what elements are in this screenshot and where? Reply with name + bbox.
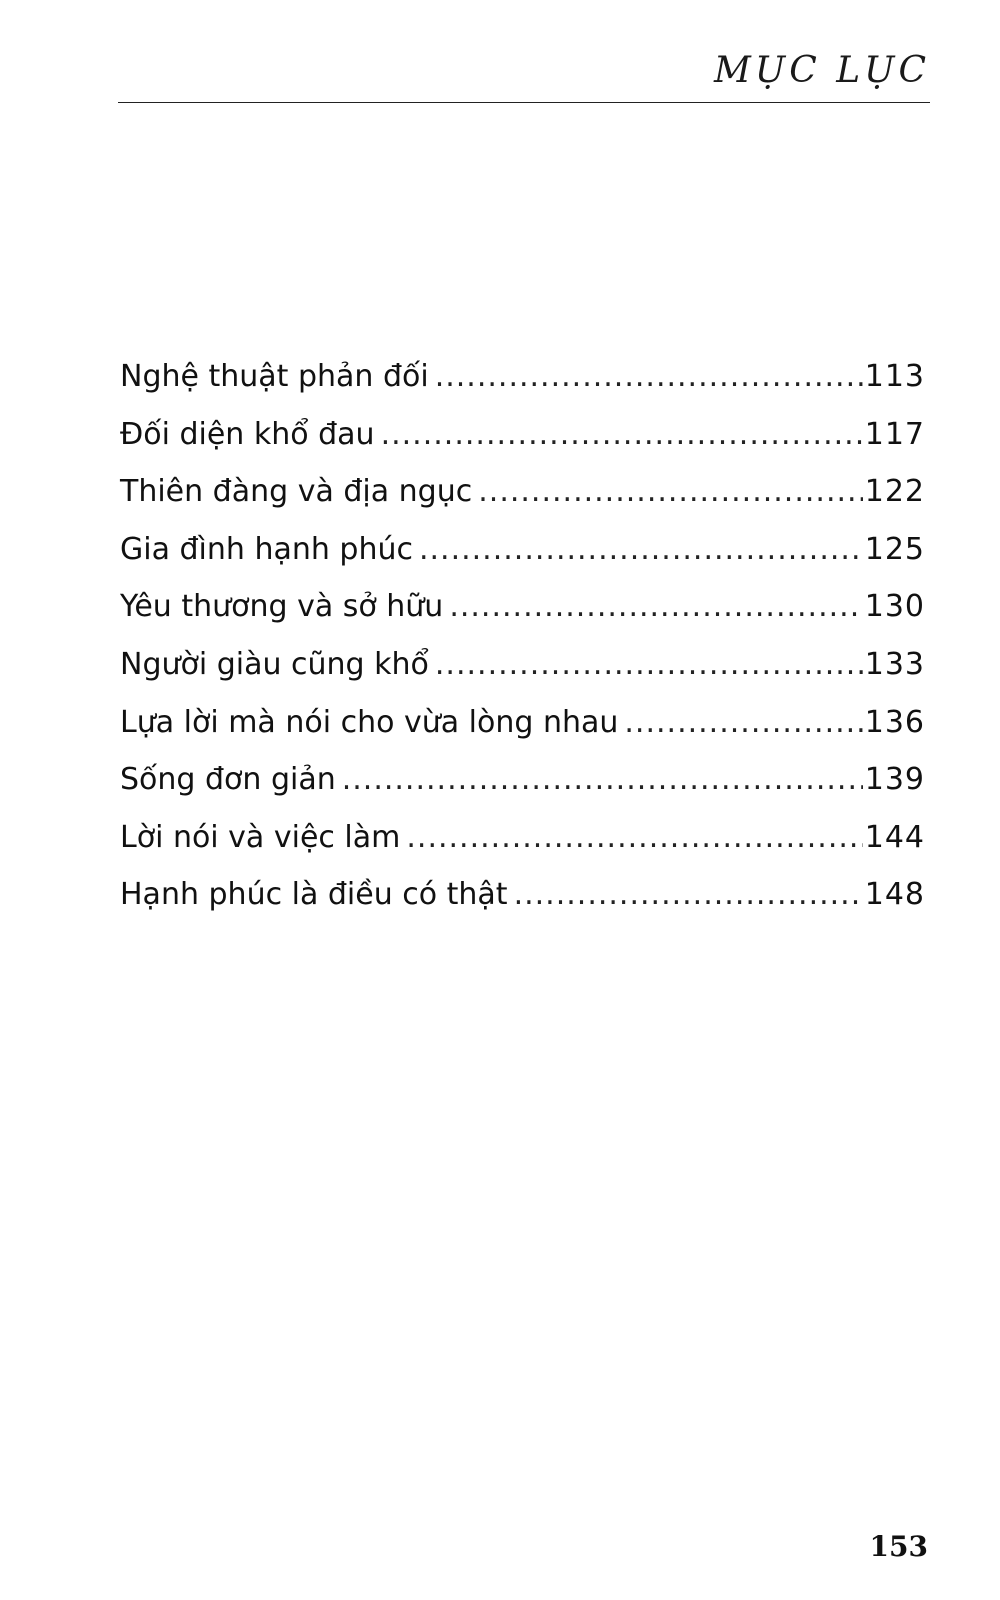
toc-dot-leader: [381, 415, 863, 455]
toc-entry[interactable]: [120, 703, 925, 761]
toc-entry-title: Yêu thương và sở hữu: [120, 589, 444, 625]
toc-entry-page: 113: [864, 359, 925, 394]
toc-entry-page: 139: [864, 762, 925, 798]
header-divider: [118, 102, 930, 103]
toc-entry-page: 122: [864, 474, 925, 510]
toc-entry-title: Lựa lời mà nói cho vừa lòng nhau: [120, 704, 619, 740]
toc-entry-title: Hạnh phúc là điều có thật: [120, 877, 508, 913]
toc-dot-leader: [449, 587, 862, 627]
toc-entry-page: 144: [864, 819, 925, 855]
toc-entry[interactable]: [120, 875, 925, 933]
toc-entry-title: Người giàu cũng khổ: [120, 646, 429, 682]
toc-dot-leader: [406, 818, 862, 858]
toc-entry[interactable]: [120, 645, 925, 703]
page-number: 153: [869, 1530, 928, 1563]
toc-entry-title: Thiên đàng và địa ngục: [120, 474, 473, 510]
toc-entry-page: 148: [864, 877, 925, 913]
toc-entry-title: Lời nói và việc làm: [120, 819, 401, 855]
toc-entry[interactable]: [120, 530, 925, 588]
toc-entry-title: Sống đơn giản: [120, 762, 336, 798]
page-header-title: MỤC LỤC: [714, 50, 930, 91]
toc-dot-leader: [342, 760, 863, 800]
toc-entry[interactable]: [120, 357, 925, 415]
toc-entry-page: 117: [864, 416, 925, 452]
toc-dot-leader: [624, 703, 862, 743]
toc-entry[interactable]: [120, 818, 925, 876]
toc-entry-page: 133: [864, 646, 925, 682]
table-of-contents: [120, 357, 925, 933]
toc-entry-title: Gia đình hạnh phúc: [120, 531, 413, 567]
toc-dot-leader: [435, 357, 863, 397]
toc-entry-page: 125: [864, 531, 925, 567]
toc-dot-leader: [478, 472, 862, 512]
toc-dot-leader: [419, 530, 863, 570]
toc-dot-leader: [514, 875, 863, 915]
toc-entry-page: 136: [864, 704, 925, 740]
toc-entry[interactable]: [120, 472, 925, 530]
toc-entry[interactable]: [120, 587, 925, 645]
toc-entry-title: Đối diện khổ đau: [120, 416, 375, 452]
toc-entry-title: Nghệ thuật phản đối: [120, 359, 429, 394]
toc-entry[interactable]: [120, 415, 925, 473]
toc-dot-leader: [435, 645, 863, 685]
toc-entry[interactable]: [120, 760, 925, 818]
toc-entry-page: 130: [864, 589, 925, 625]
